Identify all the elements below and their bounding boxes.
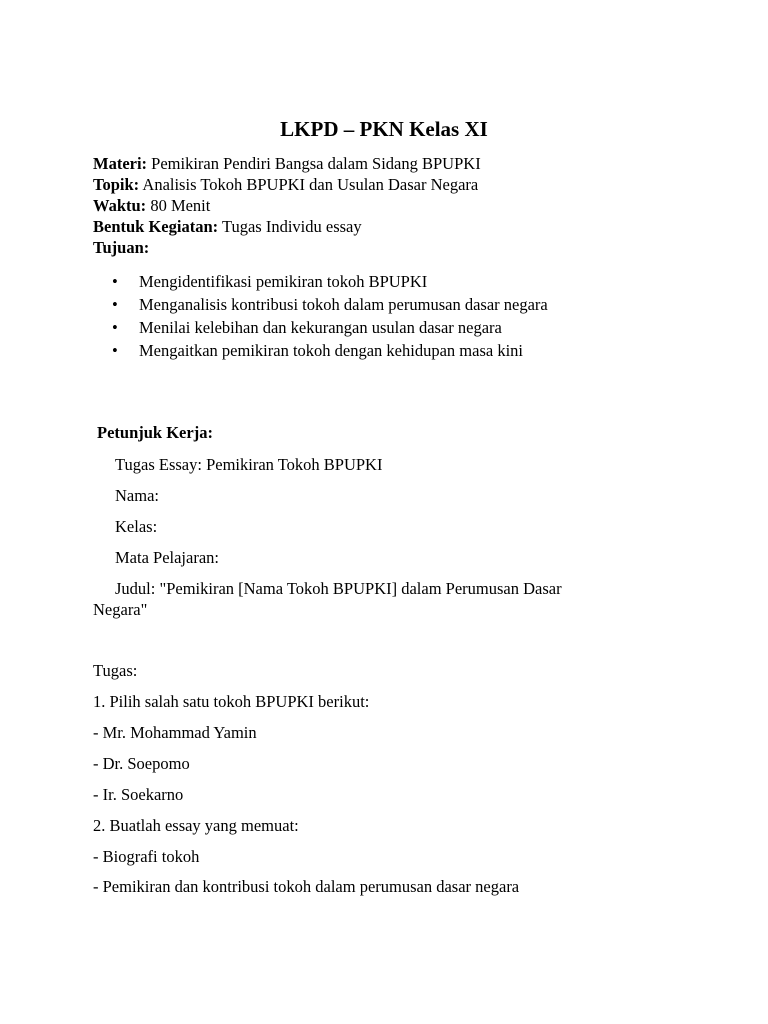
kelas-field: Kelas: — [115, 517, 158, 536]
meta-block — [93, 153, 693, 258]
materi-value: Pemikiran Pendiri Bangsa dalam Sidang BPUPKI — [147, 154, 481, 173]
goal-text: Mengidentifikasi pemikiran tokoh BPUPKI — [139, 272, 428, 291]
topik-value: Analisis Tokoh BPUPKI dan Usulan Dasar Negara — [139, 175, 479, 194]
bullet-icon: • — [112, 341, 118, 360]
task-1-option: - Ir. Soekarno — [93, 785, 184, 804]
bullet-icon: • — [112, 272, 118, 291]
task-1-option: - Dr. Soepomo — [93, 754, 190, 773]
page-title: LKPD – PKN Kelas XI — [280, 117, 488, 141]
task-2-item: - Pemikiran dan kontribusi tokoh dalam perumusan dasar negara — [93, 877, 520, 896]
mapel-field: Mata Pelajaran: — [115, 548, 219, 567]
tasks-heading: Tugas: — [93, 661, 138, 680]
task-2-item: - Biografi tokoh — [93, 847, 200, 866]
goal-text: Menganalisis kontribusi tokoh dalam perumusan dasar negara — [139, 295, 548, 314]
meta-waktu — [93, 195, 693, 216]
waktu-value: 80 Menit — [146, 196, 211, 215]
goal-text: Mengaitkan pemikiran tokoh dengan kehidupan masa kini — [139, 341, 523, 360]
judul-line-2: Negara" — [93, 600, 148, 619]
topik-label: Topik: — [93, 175, 140, 194]
meta-bentuk — [93, 216, 693, 237]
essay-title: Tugas Essay: Pemikiran Tokoh BPUPKI — [115, 455, 383, 474]
judul-line-1: Judul: "Pemikiran [Nama Tokoh BPUPKI] dalam Perumusan Dasar — [115, 579, 562, 598]
tujuan-label: Tujuan: — [93, 238, 150, 257]
bullet-icon: • — [112, 295, 118, 314]
nama-field: Nama: — [115, 486, 159, 505]
task-2: 2. Buatlah essay yang memuat: — [93, 816, 299, 835]
instructions-heading: Petunjuk Kerja: — [97, 423, 213, 442]
bentuk-label: Bentuk Kegiatan: — [93, 217, 219, 236]
goal-text: Menilai kelebihan dan kekurangan usulan dasar negara — [139, 318, 502, 337]
list-item — [93, 335, 548, 366]
goals-list — [93, 266, 548, 366]
meta-topik — [93, 174, 693, 195]
meta-materi — [93, 153, 693, 174]
bullet-icon: • — [112, 318, 118, 337]
task-1-option: - Mr. Mohammad Yamin — [93, 723, 257, 742]
materi-label: Materi: — [93, 154, 148, 173]
meta-tujuan — [93, 237, 693, 258]
task-1: 1. Pilih salah satu tokoh BPUPKI berikut: — [93, 692, 370, 711]
waktu-label: Waktu: — [93, 196, 147, 215]
bentuk-value: Tugas Individu essay — [218, 217, 362, 236]
